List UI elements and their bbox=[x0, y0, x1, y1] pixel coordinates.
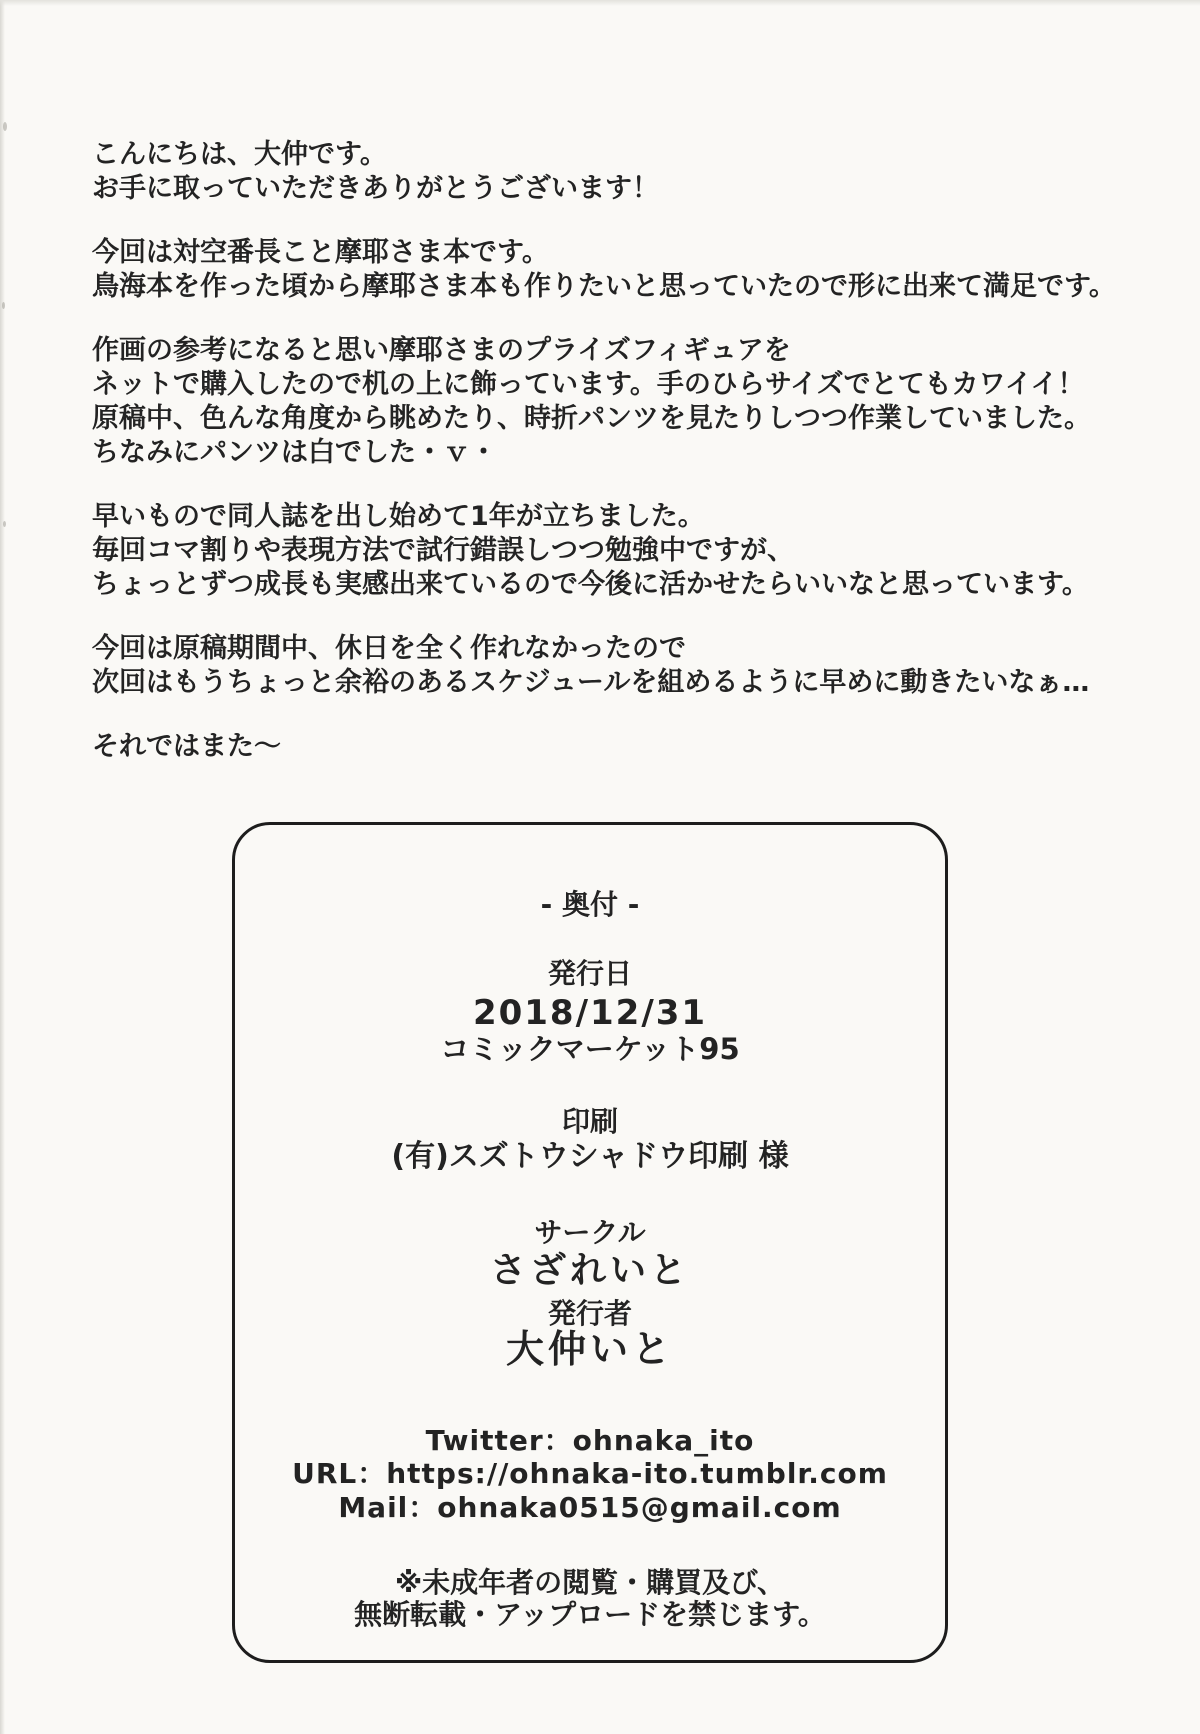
text-line: それではまた～ bbox=[92, 731, 281, 762]
text-line: こんにちは、大仲です。 bbox=[92, 139, 387, 170]
text-line: 毎回コマ割りや表現方法で試行錯誤しつつ勉強中ですが、 bbox=[92, 535, 794, 566]
paragraph-book-intro bbox=[92, 236, 1162, 304]
text-line: 早いもので同人誌を出し始めて1年が立ちました。 bbox=[92, 501, 705, 532]
printer-name: (有)スズトウシャドウ印刷 様 bbox=[391, 1139, 789, 1174]
paragraph-greeting bbox=[92, 138, 1162, 206]
text-line: 今回は対空番長こと摩耶さま本です。 bbox=[92, 237, 549, 268]
scan-speck bbox=[3, 521, 6, 527]
mail-line: Mail：ohnaka0515@gmail.com bbox=[338, 1491, 842, 1524]
publisher-name: 大仲いと bbox=[505, 1327, 674, 1371]
paragraph-farewell bbox=[92, 730, 1162, 764]
circle-name: さざれいと bbox=[489, 1250, 690, 1291]
publish-date: 2018/12/31 bbox=[472, 993, 708, 1033]
text-line: お手に取っていただきありがとうございます！ bbox=[92, 173, 659, 204]
printer-label: 印刷 bbox=[561, 1105, 618, 1138]
notice-line-2: 無断転載・アップロードを禁じます。 bbox=[354, 1598, 826, 1631]
notice-line-1: ※未成年者の閲覧・購買及び、 bbox=[394, 1566, 786, 1599]
paragraph-one-year bbox=[92, 500, 1162, 602]
text-line: 今回は原稿期間中、休日を全く作れなかったので bbox=[92, 633, 686, 664]
scan-speck bbox=[2, 302, 5, 309]
scan-edge-artifact bbox=[0, 0, 5, 1734]
circle-label: サークル bbox=[534, 1216, 646, 1249]
text-line: 次回はもうちょっと余裕のあるスケジュールを組めるように早めに動きたいなぁ… bbox=[92, 667, 1090, 698]
scan-edge-artifact bbox=[0, 0, 1200, 6]
text-line: 原稿中、色んな角度から眺めたり、時折パンツを見たりしつつ作業していました。 bbox=[92, 403, 1091, 434]
text-line: 鳥海本を作った頃から摩耶さま本も作りたいと思っていたので形に出来て満足です。 bbox=[92, 271, 1116, 302]
colophon-title: - 奥付 - bbox=[540, 888, 640, 921]
text-line: ちなみにパンツは白でした・ｖ・ bbox=[92, 437, 497, 468]
colophon-box bbox=[232, 822, 948, 1663]
event-name: コミックマーケット95 bbox=[440, 1032, 740, 1066]
text-line: 作画の参考になると思い摩耶さまのプライズフィギュアを bbox=[92, 335, 791, 366]
text-line: ちょっとずつ成長も実感出来ているので今後に活かせたらいいなと思っています。 bbox=[92, 569, 1089, 600]
url-line: URL：https://ohnaka-ito.tumblr.com bbox=[292, 1457, 888, 1490]
publisher-label: 発行者 bbox=[547, 1297, 632, 1330]
twitter-line: Twitter：ohnaka_ito bbox=[425, 1424, 755, 1457]
paragraph-schedule bbox=[92, 632, 1162, 700]
paragraph-figure bbox=[92, 334, 1162, 470]
scan-speck bbox=[3, 122, 7, 131]
publish-date-label: 発行日 bbox=[547, 957, 632, 990]
text-line: ネットで購入したので机の上に飾っています。手のひらサイズでとてもカワイイ！ bbox=[92, 369, 1085, 400]
afterword-text bbox=[92, 138, 1162, 794]
